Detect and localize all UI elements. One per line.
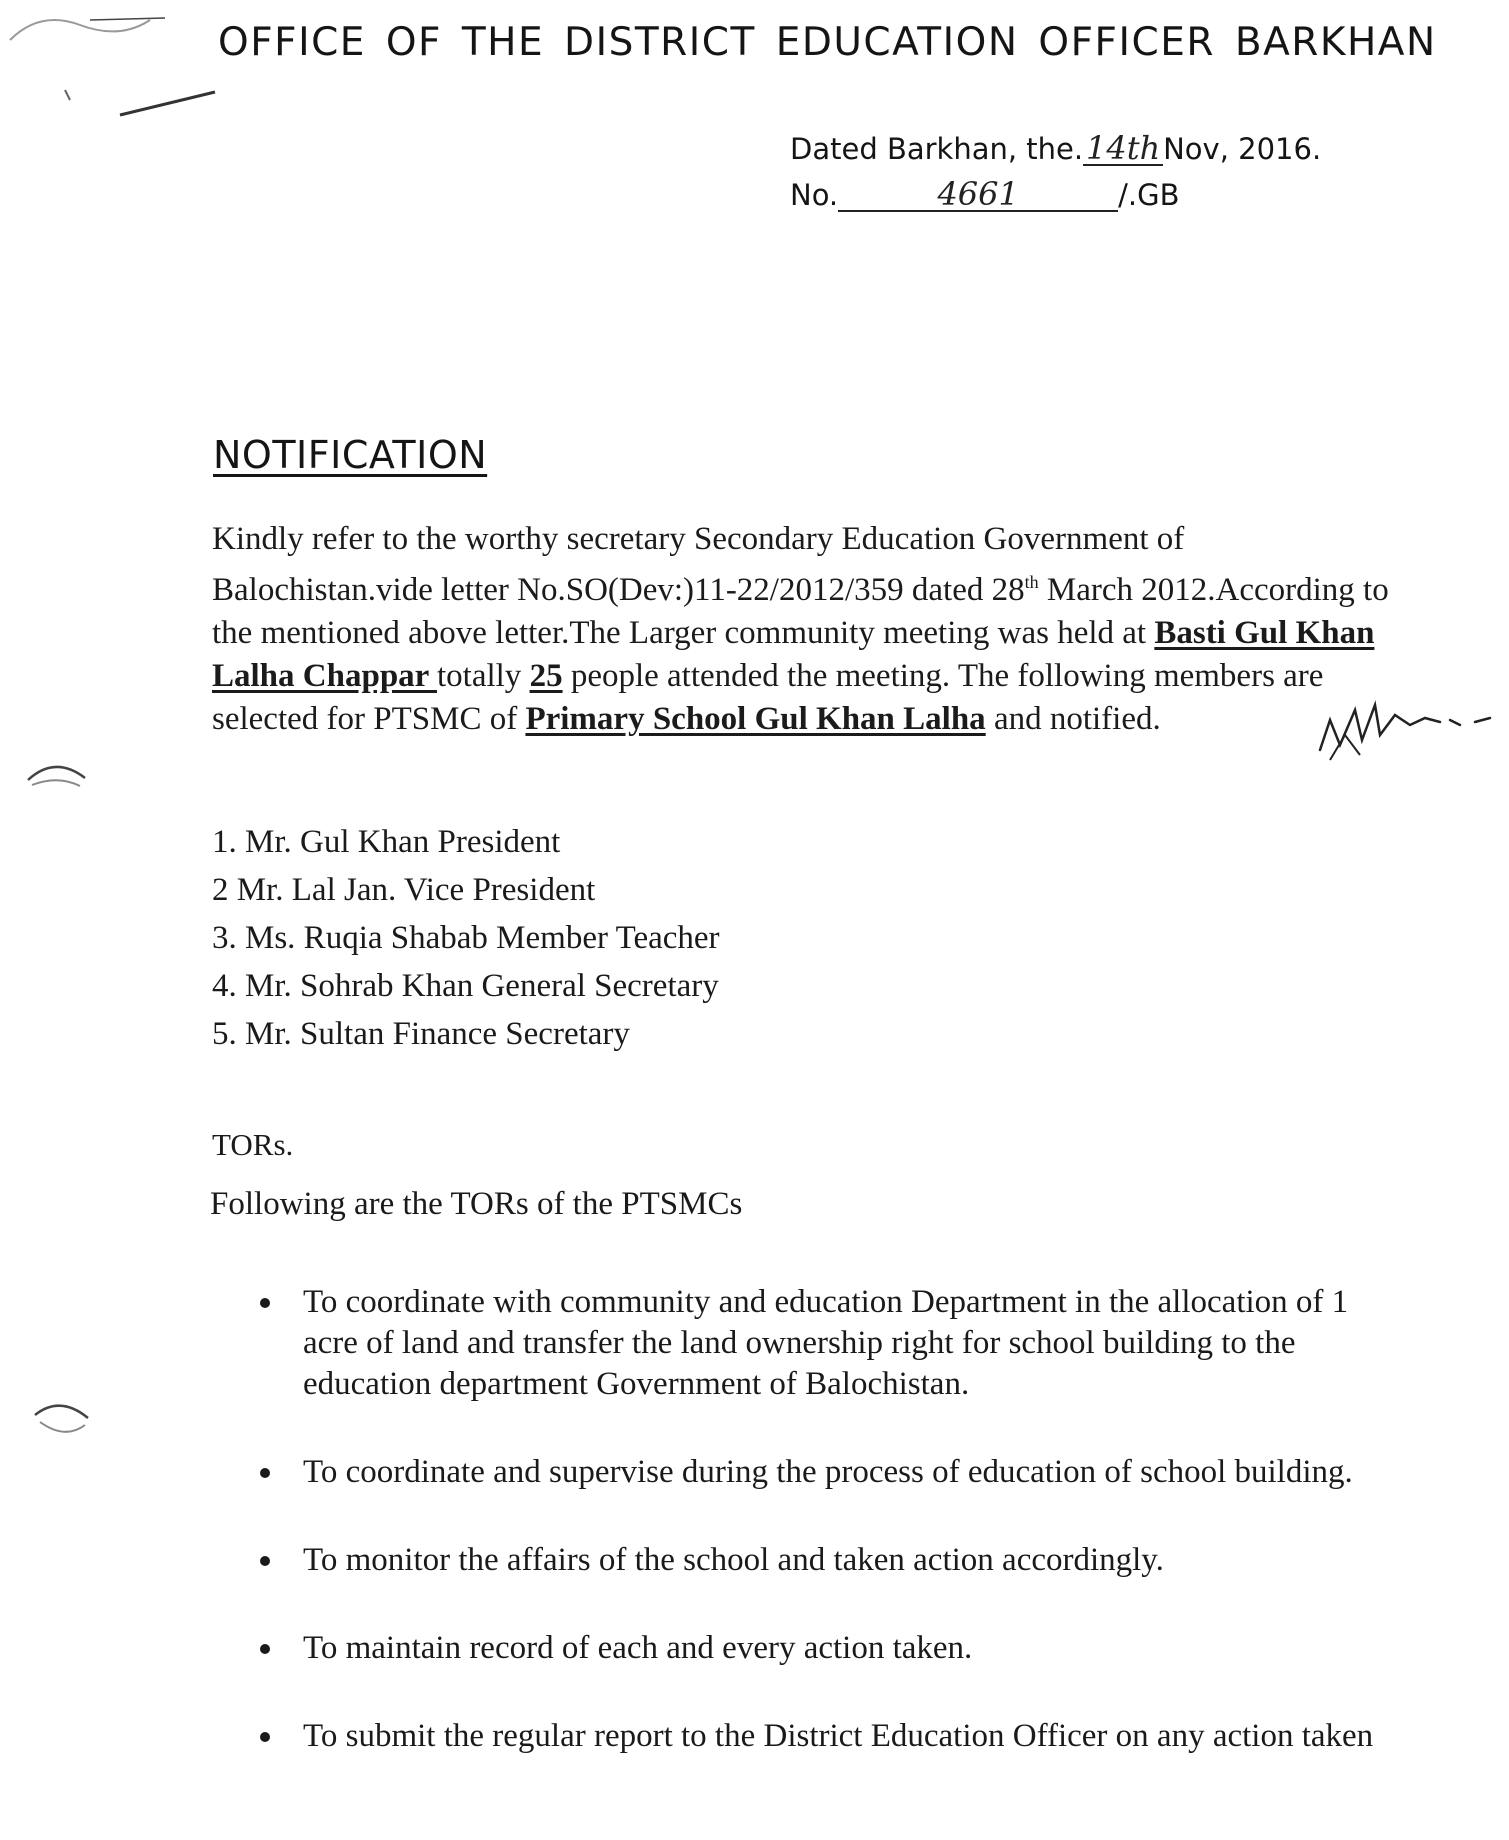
dated-prefix: Dated Barkhan, the.	[790, 132, 1084, 166]
member-item: 2 Mr. Lal Jan. Vice President	[212, 872, 596, 908]
tors-heading: TORs.	[212, 1127, 294, 1162]
bullet-icon	[260, 1468, 270, 1478]
tor-text: To coordinate with community and education Department in the allocation of 1 acre of land and transfer the land ownership right for school building to the education department Government of Balochistan.	[303, 1284, 1349, 1402]
member-item: 4. Mr. Sohrab Khan General Secretary	[212, 968, 719, 1004]
handwritten-date: 14th	[1083, 132, 1163, 166]
tor-item	[250, 1282, 1400, 1405]
handwritten-number: 4661	[838, 178, 1118, 212]
member-item: 1. Mr. Gul Khan President	[212, 824, 561, 860]
member-item: 5. Mr. Sultan Finance Secretary	[212, 1016, 630, 1052]
member-item: 3. Ms. Ruqia Shabab Member Teacher	[212, 920, 720, 956]
body-text-3: totally	[436, 658, 530, 694]
notification-title: NOTIFICATION	[213, 433, 488, 477]
bullet-icon	[260, 1298, 270, 1308]
tor-item	[250, 1716, 1400, 1757]
tor-item	[250, 1628, 1400, 1669]
notification-body	[212, 518, 1402, 741]
bullet-icon	[260, 1732, 270, 1742]
attendee-count: 25	[529, 658, 563, 694]
meeting-place: Basti Gul Khan Lalha Chappar	[212, 615, 1375, 694]
tor-text: To maintain record of each and every action taken.	[303, 1630, 973, 1666]
body-text-4: people attended the meeting. The following members are selected for PTSMC of	[212, 658, 1324, 737]
body-text-1: Kindly refer to the worthy secretary Secondary Education Government of Balochistan.vide letter No.SO(Dev:)11-22/2012/359 dated 28	[212, 521, 1185, 608]
tor-text: To monitor the affairs of the school and taken action accordingly.	[303, 1542, 1164, 1578]
member-list	[212, 818, 720, 1058]
tor-text: To coordinate and supervise during the process of education of school building.	[303, 1454, 1353, 1490]
bullet-icon	[260, 1556, 270, 1566]
dated-line	[790, 129, 1322, 167]
date-superscript: th	[1024, 572, 1039, 592]
tor-text: To submit the regular report to the District Education Officer on any action taken	[303, 1718, 1374, 1754]
number-suffix: /.GB	[1118, 178, 1180, 212]
office-header: OFFICE OF THE DISTRICT EDUCATION OFFICER BARKHAN	[218, 20, 1437, 65]
body-text-2: March 2012.According to the mentioned above letter.The Larger community meeting was held at	[212, 572, 1389, 651]
tors-intro: Following are the TORs of the PTSMCs	[210, 1186, 743, 1222]
bullet-icon	[260, 1644, 270, 1654]
reference-number-line	[790, 175, 1180, 213]
number-prefix: No.	[790, 178, 839, 212]
body-text-5: and notified.	[985, 701, 1161, 737]
tors-list	[250, 1282, 1400, 1757]
dated-suffix: Nov, 2016.	[1163, 132, 1322, 166]
tor-item	[250, 1452, 1400, 1493]
signature	[1300, 680, 1500, 775]
school-name: Primary School Gul Khan Lalha	[525, 701, 986, 737]
tor-item	[250, 1540, 1400, 1581]
